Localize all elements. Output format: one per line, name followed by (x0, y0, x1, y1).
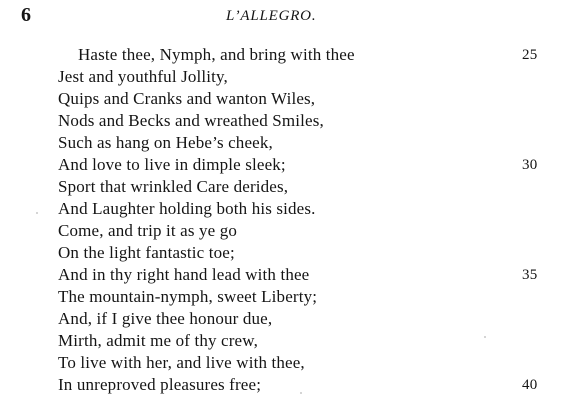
poem-line (58, 330, 558, 352)
poem-line-text: Haste thee, Nymph, and bring with thee (78, 45, 355, 64)
running-title: L’ALLEGRO. (226, 8, 317, 24)
poem-line (58, 132, 558, 154)
poem-line-text: And Laughter holding both his sides. (58, 199, 316, 218)
poem-line-text: And, if I give thee honour due, (58, 309, 273, 328)
line-number: 40 (522, 377, 538, 393)
poem-line-text: To live with her, and live with thee, (58, 353, 305, 372)
poem-line-text: Come, and trip it as ye go (58, 221, 238, 240)
poem-line-text: Nods and Becks and wreathed Smiles, (58, 111, 324, 130)
poem-line (58, 264, 558, 286)
poem-line (58, 154, 558, 176)
paper-speck (484, 336, 486, 338)
poem-line-text: Quips and Cranks and wanton Wiles, (58, 89, 316, 108)
paper-speck (36, 212, 38, 214)
poem-line (58, 198, 558, 220)
line-number: 30 (522, 157, 538, 173)
poem-line-text: The mountain-nymph, sweet Liberty; (58, 287, 318, 306)
poem-line (58, 308, 558, 330)
poem-line (58, 66, 558, 88)
poem-line (58, 352, 558, 374)
poem-line-text: Such as hang on Hebe’s cheek, (58, 133, 273, 152)
page-number: 6 (21, 4, 31, 26)
poem-line-text: And in thy right hand lead with thee (58, 265, 310, 284)
poem-text (58, 44, 558, 396)
cropped-line-fragment (58, 405, 438, 413)
poem-line (58, 176, 558, 198)
poem-line-text: Mirth, admit me of thy crew, (58, 331, 258, 350)
poem-line (58, 44, 558, 66)
poem-line (58, 220, 558, 242)
poem-line-text: Jest and youthful Jollity, (58, 67, 228, 86)
paper-speck (300, 392, 302, 394)
poem-line-text: On the light fantastic toe; (58, 243, 235, 262)
poem-line-text: Sport that wrinkled Care derides, (58, 177, 289, 196)
poem-line (58, 110, 558, 132)
line-number: 35 (522, 267, 538, 283)
poem-line-text: And love to live in dimple sleek; (58, 155, 286, 174)
poem-line (58, 88, 558, 110)
poem-line-text: In unreproved pleasures free; (58, 375, 262, 394)
poem-line (58, 374, 558, 396)
line-number: 25 (522, 47, 538, 63)
poem-line (58, 286, 558, 308)
poem-line (58, 242, 558, 264)
